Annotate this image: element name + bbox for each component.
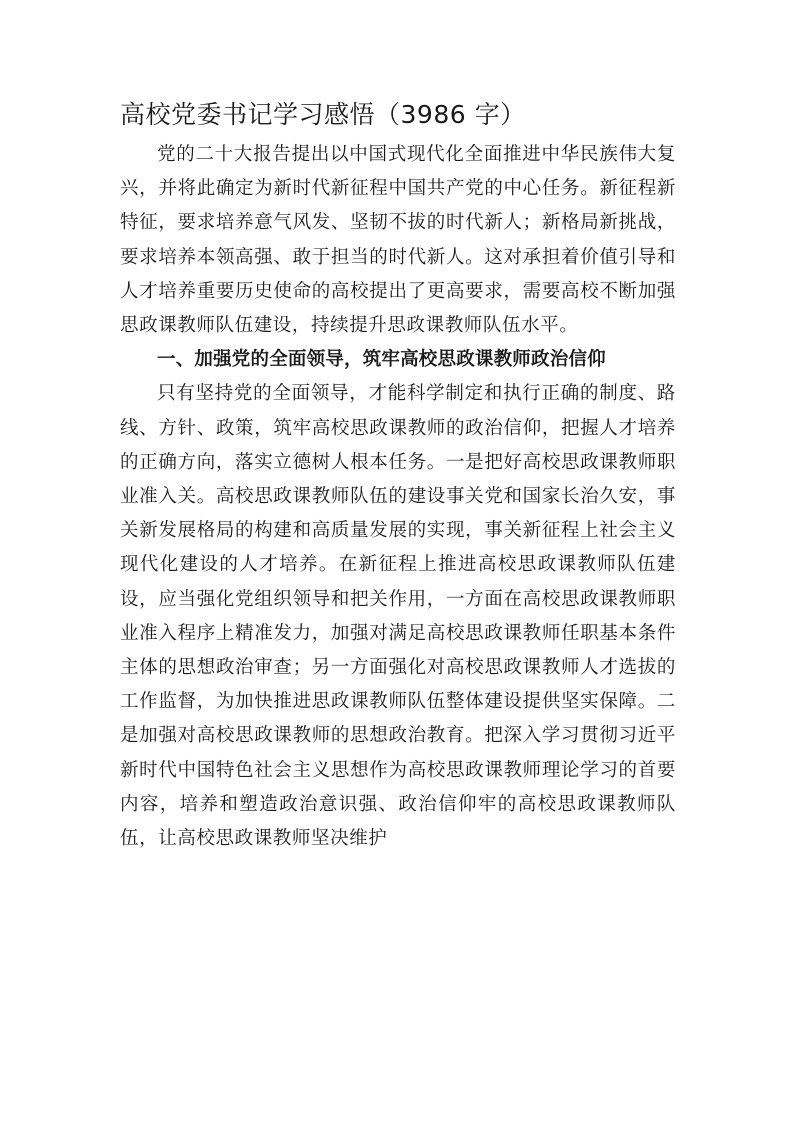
document-page: [120, 92, 676, 856]
document-title: 高校党委书记学习感悟（3986 字）: [120, 100, 526, 129]
section-heading: 一、加强党的全面领导，筑牢高校思政课教师政治信仰: [157, 349, 606, 371]
section-paragraph: 只有坚持党的全面领导，才能科学制定和执行正确的制度、路线、方针、政策，筑牢高校思政课教师的政治信仰，把握人才培养的正确方向，落实立德树人根本任务。一是把好高校思政课教师职业准入关。高校思政课教师队伍的建设事关党和国家长治久安，事关新发展格局的构建和高质量发展的实现，事关新征程上社会主义现代化建设的人才培养。在新征程上推进高校思政课教师队伍建设，应当强化党组织领导和把关作用，一方面在高校思政课教师职业准入程序上精准发力，加强对满足高校思政课教师任职基本条件主体的思想政治审查；另一方面强化对高校思政课教师人才选拔的工作监督，为加快推进思政课教师队伍整体建设提供坚实保障。二是加强对高校思政课教师的思想政治教育。把深入学习贯彻习近平新时代中国特色社会主义思想作为高校思政课教师理论学习的首要内容，培养和塑造政治意识强、政治信仰牢的高校思政课教师队伍，让高校思政课教师坚决维护: [120, 383, 676, 850]
intro-paragraph: 党的二十大报告提出以中国式现代化全面推进中华民族伟大复兴，并将此确定为新时代新征程中国共产党的中心任务。新征程新特征，要求培养意气风发、坚韧不拔的时代新人；新格局新挑战，要求培养本领高强、敢于担当的时代新人。这对承担着价值引导和人才培养重要历史使命的高校提出了更高要求，需要高校不断加强思政课教师队伍建设，持续提升思政课教师队伍水平。: [120, 144, 676, 337]
